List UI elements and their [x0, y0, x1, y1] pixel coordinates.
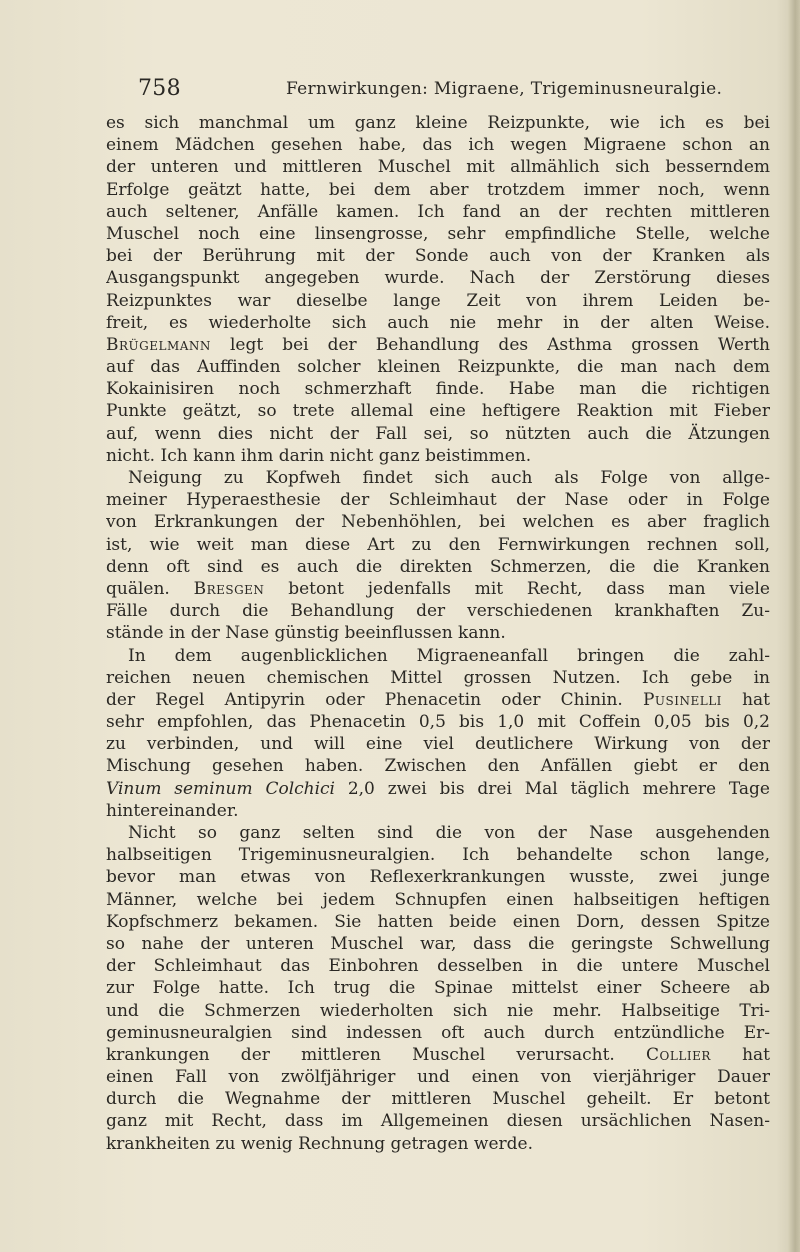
text-segment: meiner Hyperaesthesie der Schleimhaut der Nase oder in Folge [106, 490, 770, 511]
text-segment: Ausgangspunkt angegeben wurde. Nach der Zerstörung dieses [106, 268, 770, 289]
text-segment: nicht. Ich kann ihm darin nicht ganz beistimmen. [106, 445, 532, 466]
text-line [106, 1110, 770, 1132]
text-segment: quälen. [106, 578, 194, 599]
text-line [106, 356, 770, 378]
text-segment: durch die Wegnahme der mittleren Muschel geheilt. Er betont [106, 1089, 770, 1110]
text-line [106, 667, 770, 689]
text-segment: krankheiten zu wenig Rechnung getragen werde. [106, 1133, 533, 1154]
text-line [106, 489, 770, 511]
text-line [106, 733, 770, 755]
text-line [106, 156, 770, 178]
text-segment: Kokainisiren noch schmerzhaft finde. Habe man die richtigen [106, 379, 770, 400]
text-line [106, 400, 770, 422]
text-line [106, 711, 770, 733]
text-line [106, 1088, 770, 1110]
text-segment: bevor man etwas von Reflexerkrankungen wusste, zwei junge [106, 867, 770, 888]
text-segment: In dem augenblicklichen Migraeneanfall bringen die zahl- [128, 645, 770, 666]
text-line [106, 1044, 770, 1066]
text-segment: legt bei der Behandlung des Asthma grossen Werth [210, 334, 770, 355]
text-line [106, 778, 770, 800]
text-line [106, 223, 770, 245]
text-segment: von Erkrankungen der Nebenhöhlen, bei welchen es aber fraglich [106, 512, 770, 533]
author-name: Pusinelli [642, 689, 722, 710]
page-number: 758 [138, 76, 181, 101]
text-segment: sehr empfohlen, das Phenacetin 0,5 bis 1,0 mit Coffein 0,05 bis 0,2 [106, 712, 770, 733]
latin-term: Vinum seminum Colchici [106, 778, 335, 799]
text-segment: 2,0 zwei bis drei Mal täglich mehrere Tage [335, 778, 770, 799]
text-line [106, 622, 770, 644]
author-name: Collier [646, 1044, 711, 1065]
text-line [106, 822, 770, 844]
text-segment: Kopfschmerz bekamen. Sie hatten beide einen Dorn, dessen Spitze [106, 911, 770, 932]
body-text [106, 112, 770, 1155]
text-line [106, 467, 770, 489]
text-line [106, 889, 770, 911]
text-line [106, 445, 770, 467]
text-line [106, 1000, 770, 1022]
text-line [106, 1133, 770, 1155]
text-line [106, 844, 770, 866]
text-segment: der unteren und mittleren Muschel mit allmählich sich besserndem [106, 157, 770, 178]
text-segment: Neigung zu Kopfweh findet sich auch als Folge von allge- [128, 468, 770, 488]
text-line [106, 933, 770, 955]
text-segment: auch seltener, Anfälle kamen. Ich fand an der rechten mittleren [106, 201, 770, 222]
text-segment: Männer, welche bei jedem Schnupfen einen halbseitigen heftigen [106, 889, 770, 910]
text-segment: ganz mit Recht, dass im Allgemeinen diesen ursächlichen Nasen- [106, 1111, 770, 1132]
text-line [106, 1022, 770, 1044]
text-segment: einem Mädchen gesehen habe, das ich wegen Migraene schon an [106, 135, 770, 156]
author-name: Brügelmann [106, 334, 211, 355]
text-segment: auf, wenn dies nicht der Fall sei, so nützten auch die Ätzungen [106, 423, 770, 444]
text-segment: ist, wie weit man diese Art zu den Fernwirkungen rechnen soll, [106, 534, 770, 555]
text-segment: Muschel noch eine linsengrosse, sehr empfindliche Stelle, welche [106, 223, 770, 244]
text-segment: hintereinander. [106, 800, 239, 821]
text-segment: auf das Auffinden solcher kleinen Reizpunkte, die man nach dem [106, 357, 770, 378]
text-segment: hat [710, 1044, 770, 1065]
text-line [106, 334, 770, 356]
text-segment: einen Fall von zwölfjähriger und einen von vierjähriger Dauer [106, 1067, 770, 1088]
text-line [106, 112, 770, 134]
text-line [106, 312, 770, 334]
text-segment: der Regel Antipyrin oder Phenacetin oder Chinin. [106, 689, 643, 710]
text-line [106, 556, 770, 578]
text-line [106, 600, 770, 622]
text-line [106, 955, 770, 977]
text-segment: es sich manchmal um ganz kleine Reizpunkte, wie ich es bei [106, 113, 770, 133]
text-segment: hat [721, 689, 770, 710]
page-edge [788, 0, 800, 1252]
text-line [106, 245, 770, 267]
text-segment: geminusneuralgien sind indessen oft auch durch entzündliche Er- [106, 1022, 770, 1043]
text-line [106, 179, 770, 201]
text-segment: Erfolge geätzt hatte, bei dem aber trotzdem immer noch, wenn [106, 179, 770, 200]
text-line [106, 201, 770, 223]
text-line [106, 689, 770, 711]
text-line [106, 645, 770, 667]
text-line [106, 267, 770, 289]
text-line [106, 290, 770, 312]
text-segment: zu verbinden, und will eine viel deutlichere Wirkung von der [106, 734, 770, 755]
text-segment: so nahe der unteren Muschel war, dass die geringste Schwellung [106, 933, 770, 954]
text-line [106, 423, 770, 445]
text-line [106, 911, 770, 933]
text-segment: Nicht so ganz selten sind die von der Nase ausgehenden [128, 823, 770, 843]
text-segment: Reizpunktes war dieselbe lange Zeit von ihrem Leiden be- [106, 290, 770, 311]
text-segment: betont jedenfalls mit Recht, dass man viele [264, 578, 770, 599]
text-segment: Fälle durch die Behandlung der verschiedenen krankhaften Zu- [106, 601, 770, 622]
text-segment: halbseitigen Trigeminusneuralgien. Ich behandelte schon lange, [106, 845, 770, 866]
text-line [106, 378, 770, 400]
text-segment: Mischung gesehen haben. Zwischen den Anfällen giebt er den [106, 756, 770, 777]
author-name: Bresgen [193, 578, 265, 599]
running-title: Fernwirkungen: Migraene, Trigeminusneuralgie. [286, 79, 723, 99]
text-line [106, 755, 770, 777]
text-line [106, 578, 770, 600]
text-line [106, 134, 770, 156]
text-line [106, 534, 770, 556]
text-line [106, 800, 770, 822]
text-segment: krankungen der mittleren Muschel verursacht. [106, 1044, 647, 1065]
text-segment: und die Schmerzen wiederholten sich nie mehr. Halbseitige Tri- [106, 1000, 770, 1021]
text-segment: freit, es wiederholte sich auch nie mehr in der alten Weise. [106, 312, 770, 333]
text-line [106, 977, 770, 999]
text-line [106, 866, 770, 888]
text-segment: Punkte geätzt, so trete allemal eine heftigere Reaktion mit Fieber [106, 401, 770, 422]
text-segment: reichen neuen chemischen Mittel grossen Nutzen. Ich gebe in [106, 667, 770, 688]
text-line [106, 511, 770, 533]
text-segment: denn oft sind es auch die direkten Schmerzen, die die Kranken [106, 556, 770, 577]
page-header [138, 76, 778, 104]
text-segment: bei der Berührung mit der Sonde auch von der Kranken als [106, 246, 770, 267]
text-segment: stände in der Nase günstig beeinflussen kann. [106, 623, 506, 644]
text-segment: der Schleimhaut das Einbohren desselben in die untere Muschel [106, 956, 770, 977]
text-segment: zur Folge hatte. Ich trug die Spinae mittelst einer Scheere ab [106, 978, 770, 999]
text-line [106, 1066, 770, 1088]
